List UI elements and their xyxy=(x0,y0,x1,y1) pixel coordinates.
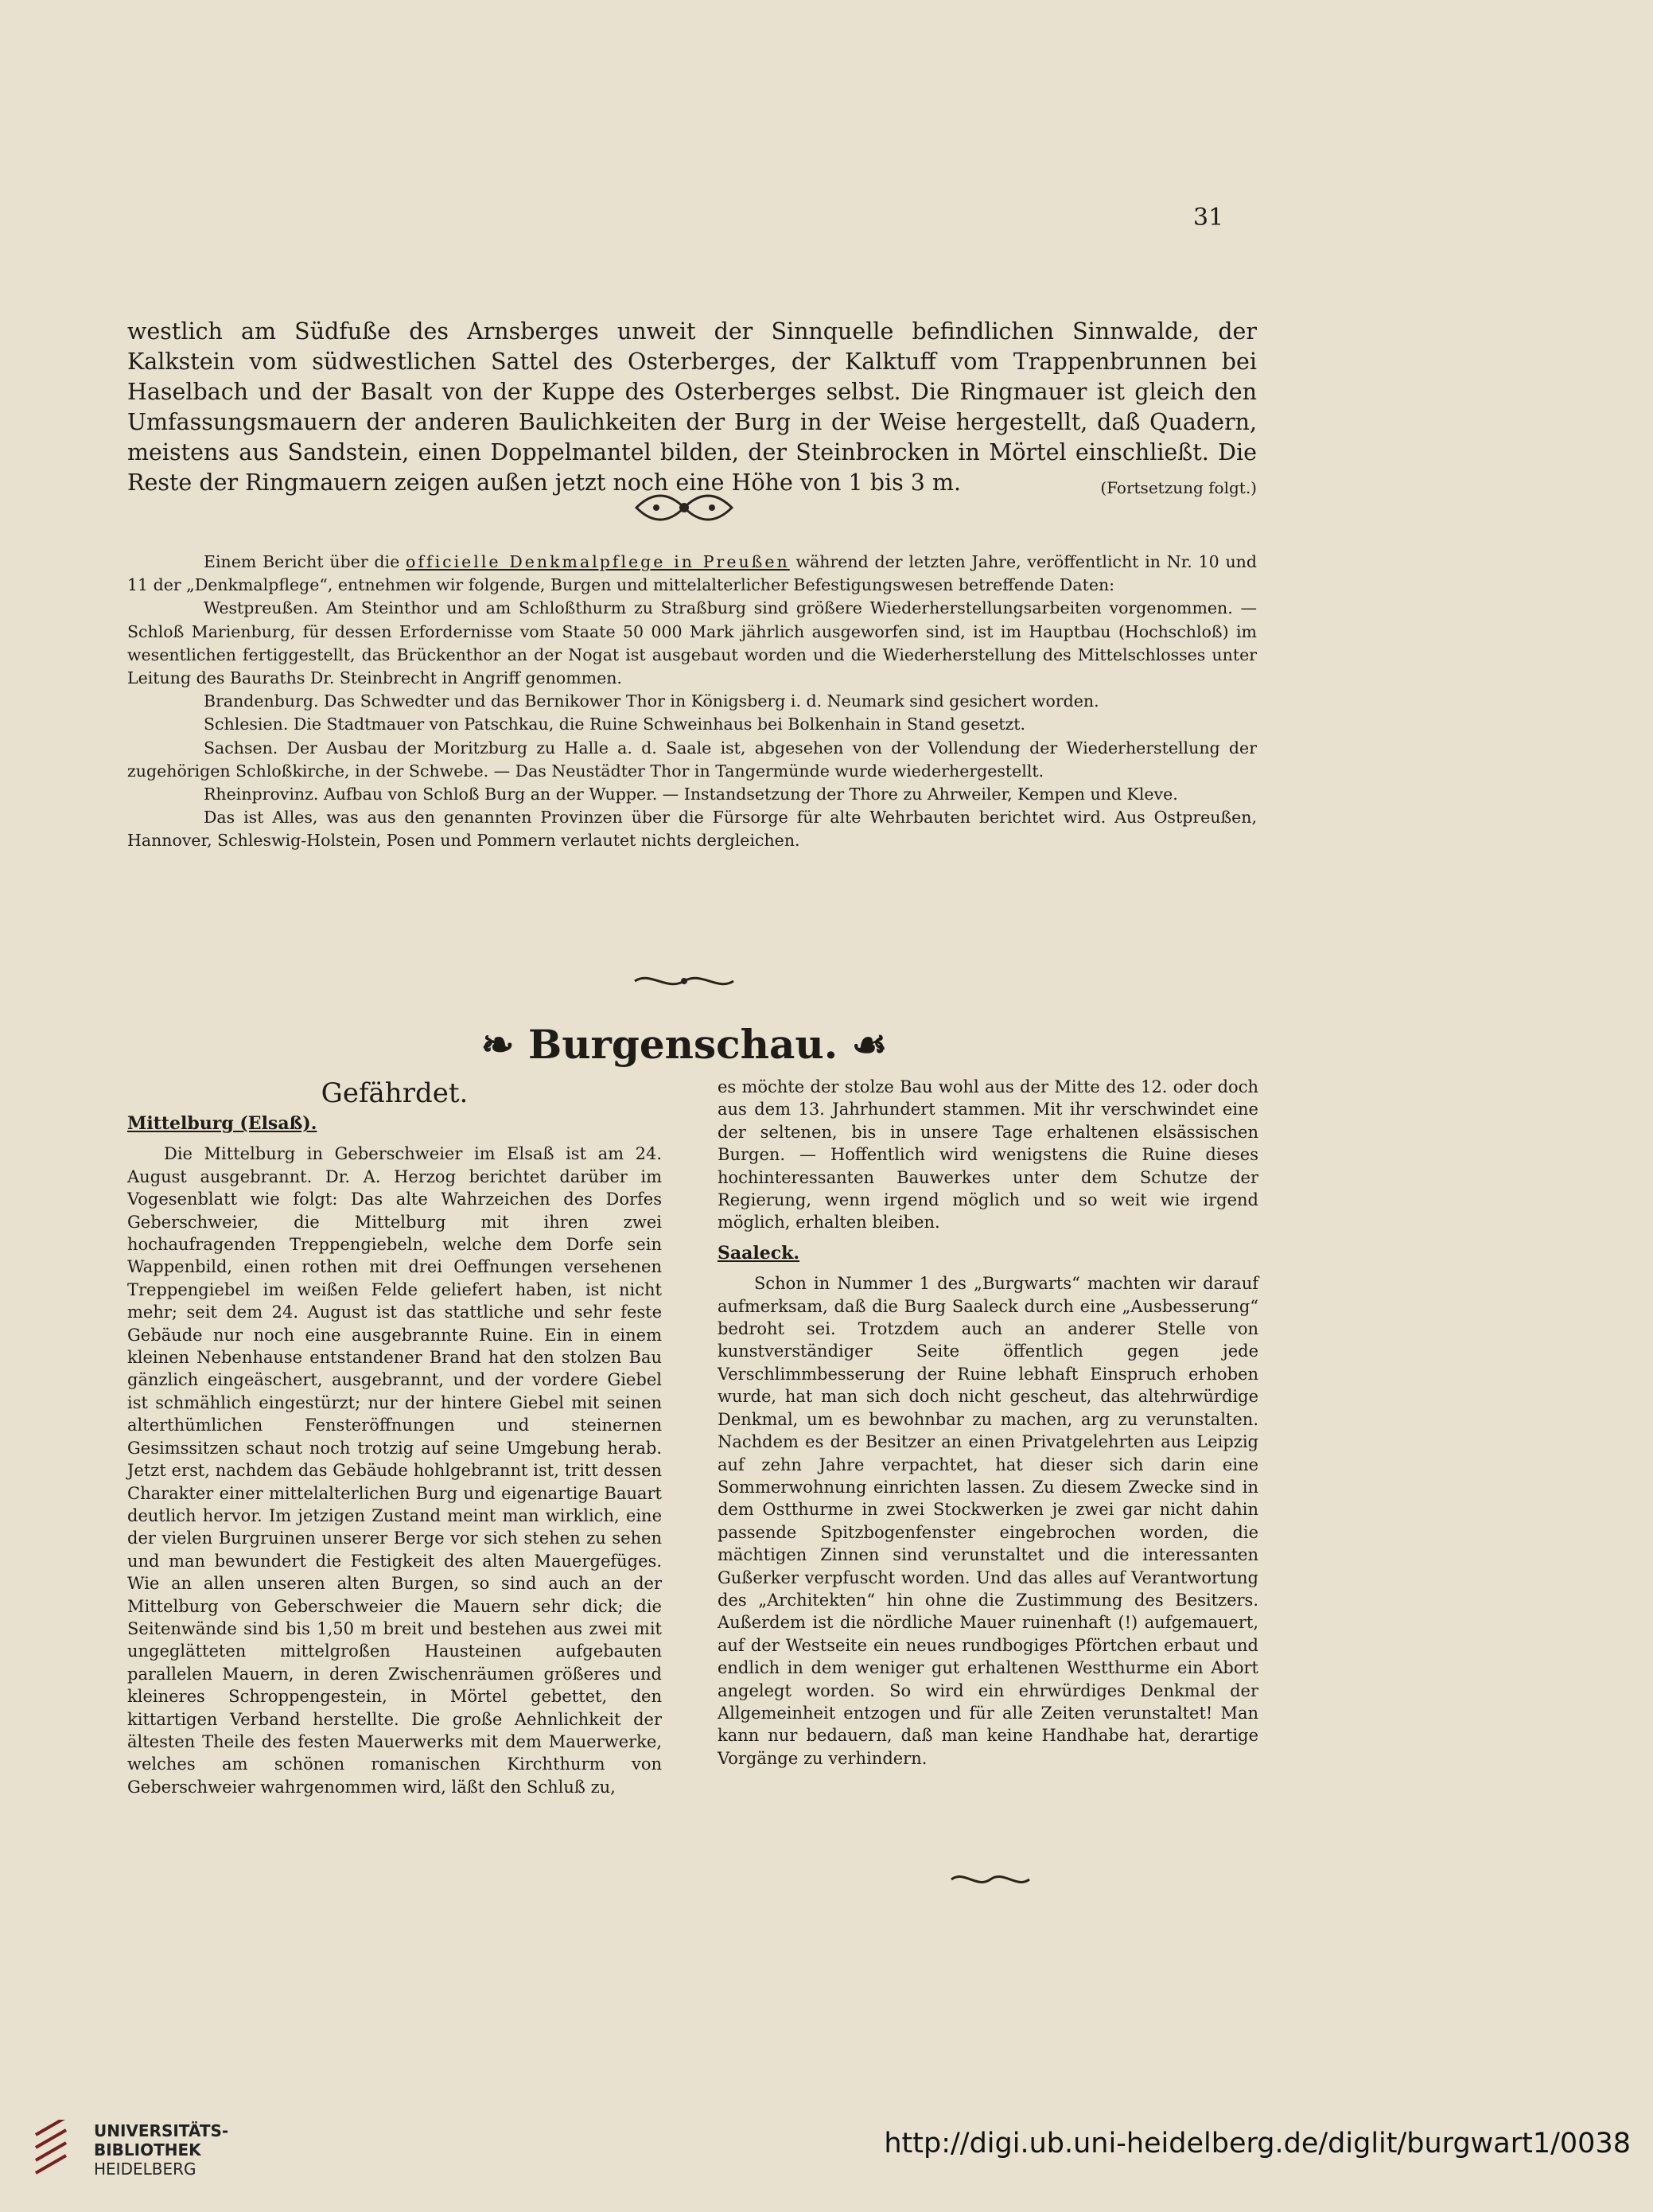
article-subheading: Saaleck. xyxy=(718,1242,800,1264)
ornament-divider-icon xyxy=(628,490,740,525)
library-name-line: HEIDELBERG xyxy=(94,2159,196,2179)
section-headline xyxy=(445,1017,923,1073)
small-ornament-icon xyxy=(628,969,740,993)
left-column xyxy=(127,1076,662,1798)
notice-intro-rest: während der letzten Jahre, veröffentlicht in Nr. 10 und 11 der „Denkmalpflege“, entnehmen wir folgende, Burgen und mittelalterlicher Befestigungswesen betreffende Daten: xyxy=(127,552,1257,595)
library-name-line: BIBLIOTHEK xyxy=(94,2140,201,2159)
library-name xyxy=(94,2121,228,2179)
library-logo-icon xyxy=(32,2120,73,2175)
source-url-link[interactable]: http://digi.ub.uni-heidelberg.de/diglit/burgwart1/0038 xyxy=(884,2128,1631,2159)
right-column xyxy=(718,1076,1258,1770)
denkmalpflege-notice xyxy=(127,551,1257,853)
article-text: Schon in Nummer 1 des „Burgwarts“ machten wir darauf aufmerksam, daß die Burg Saaleck durch eine „Ausbesserung“ bedroht sei. Trotzdem auch an anderer Stelle von kunstverständiger Seite öffentlich gegen jede Verschlimmbesserung der Ruine lebhaft Einspruch erhoben wurde, hat man sich doch nicht gescheut, das altehrwürdige Denkmal, um es bewohnbar zu machen, arg zu verunstalten. Nachdem es der Besitzer an einen Privatgelehrten aus Leipzig auf zehn Jahre verpachtet, hat dieser sich darin eine Sommerwohnung einrichten lassen. Zu diesem Zwecke sind in dem Ostthurme in zwei Stockwerken je zwei gar nicht dahin passende Spitzbogenfenster eingebrochen worden, die mächtigen Zinnen sind verunstaltet und die interessanten Gußerker verpfuscht worden. Und das alles auf Verantwortung des „Architekten“ hin ohne die Zustimmung des Besitzers. Außerdem ist die nördliche Mauer ruinenhaft (!) aufgemauert, auf der Westseite ein neues rundbogiges Pförtchen erbaut und endlich in dem weniger gut erhaltenen Westthurme ein Abort angelegt worden. So wird ein ehrwürdiges Denkmal der Allgemeinheit entzogen und für alle Zeiten verunstaltet! Man kann nur bedauern, daß man keine Handhabe hat, derartige Vorgänge zu verhindern. xyxy=(718,1274,1258,1768)
fleuron-left-icon: ❧ xyxy=(480,1021,528,1068)
library-name-line: UNIVERSITÄTS- xyxy=(94,2121,229,2140)
notice-paragraph: Schlesien. Die Stadtmauer von Patschkau, die Ruine Schweinhaus bei Bolkenhain in Stand gesetzt. xyxy=(204,715,1026,734)
article-subheading: Mittelburg (Elsaß). xyxy=(127,1113,317,1134)
column-heading: Gefährdet. xyxy=(321,1077,469,1109)
notice-intro-underlined: officielle Denkmalpflege in Preußen xyxy=(406,552,790,571)
article-text: es möchte der stolze Bau wohl aus der Mitte des 12. oder doch aus dem 13. Jahrhundert stammen. Mit ihr verschwindet eine der seltenen, bis in unsere Tage erhaltenen elsässischen Burgen. — Hoffentlich wird wenigstens die Ruine dieses hochinteressanten Bauwerkes unter dem Schutze der Regierung, wenn irgend möglich und so weit wie irgend möglich, erhalten bleiben. xyxy=(718,1077,1258,1233)
notice-paragraph: Westpreußen. Am Steinthor und am Schloßthurm zu Straßburg sind größere Wiederherstellungsarbeiten vorgenommen. — Schloß Marienburg, für dessen Erfordernisse vom Staate 50 000 Mark jährlich ausgeworfen sind, ist im Hauptbau (Hochschloß) im wesentlichen fertiggestellt, das Brückenthor an der Nogat ist ausgebaut worden und die Wiederherstellung des Mittelschlosses unter Leitung des Bauraths Dr. Steinbrecht in Angriff genommen. xyxy=(127,598,1257,688)
fleuron-right-icon: ☙ xyxy=(838,1021,888,1068)
end-ornament-icon xyxy=(947,1868,1034,1891)
article-text: Die Mittelburg in Geberschweier im Elsaß ist am 24. August ausgebrannt. Dr. A. Herzog berichtet darüber im Vogesenblatt wie folgt: Das alte Wahrzeichen des Dorfes Geberschweier, die Mittelburg mit ihren zwei hochaufragenden Treppengiebeln, welche dem Dorfe sein Wappenbild, einen rothen mit drei Oeffnungen versehenen Treppengiebel im weißen Felde geliefert haben, ist nicht mehr; seit dem 24. August ist das stattliche und sehr feste Gebäude nur noch eine ausgebrannte Ruine. Ein in einem kleinen Nebenhause entstandener Brand hat den stolzen Bau gänzlich eingeäschert, ausgebrannt, und der vordere Giebel ist schmählich eingestürzt; nur der hintere Giebel mit seinen alterthümlichen Fensteröffnungen und steinernen Gesimssitzen schaut noch trotzig auf seine Umgebung herab. Jetzt erst, nachdem das Gebäude hohlgebrannt ist, tritt dessen Charakter einer mittelalterlichen Burg und eigenartige Bauart deutlich hervor. Im jetzigen Zustand meint man wirklich, eine der vielen Burgruinen unserer Berge vor sich stehen zu sehen und man bewundert die Festigkeit des alten Mauergefüges. Wie an allen unseren alten Burgen, so sind auch an der Mittelburg von Geberschweier die Mauern sehr dick; die Seitenwände sind bis 1,50 m breit und bestehen aus zwei mit ungeglätteten mittelgroßen Hausteinen aufgebauten parallelen Mauern, in deren Zwischenräumen größeres und kleineres Schroppengestein, in Mörtel gebettet, den kittartigen Verband herstellte. Die große Aehnlichkeit der ältesten Theile des festen Mauerwerks mit dem Mauerwerke, welches am schönen romanischen Kirchthurm von Geberschweier wahrgenommen wird, läßt den Schluß zu, xyxy=(127,1144,662,1797)
notice-paragraph: Rheinprovinz. Aufbau von Schloß Burg an der Wupper. — Instandsetzung der Thore zu Ahrweiler, Kempen und Kleve. xyxy=(204,785,1178,804)
page-number: 31 xyxy=(1193,204,1224,232)
notice-paragraph: Sachsen. Der Ausbau der Moritzburg zu Halle a. d. Saale ist, abgesehen von der Vollendung der Wiederherstellung der zugehörigen Schloßkirche, in der Schwebe. — Das Neustädter Thor in Tangermünde wurde wiederhergestellt. xyxy=(127,738,1257,781)
lead-paragraph-text: westlich am Südfuße des Arnsberges unweit der Sinnquelle befindlichen Sinnwalde, der Kalkstein vom südwestlichen Sattel des Osterberges, der Kalktuff vom Trappenbrunnen bei Haselbach und der Basalt von der Kuppe des Osterberges selbst. Die Ringmauer ist gleich den Umfassungsmauern der anderen Baulichkeiten der Burg in der Weise hergestellt, daß Quadern, meistens aus Sandstein, einen Doppelmantel bilden, der Steinbrocken in Mörtel einschließt. Die Reste der Ringmauern zeigen außen jetzt noch eine Höhe von 1 bis 3 m. xyxy=(127,318,1257,496)
notice-paragraph: Brandenburg. Das Schwedter und das Bernikower Thor in Königsberg i. d. Neumark sind gesichert worden. xyxy=(204,691,1099,711)
notice-intro: Einem Bericht über die xyxy=(204,552,406,571)
notice-paragraph: Das ist Alles, was aus den genannten Provinzen über die Fürsorge für alte Wehrbauten berichtet wird. Aus Ostpreußen, Hannover, Schleswig-Holstein, Posen und Pommern verlautet nichts dergleichen. xyxy=(127,808,1257,851)
lead-paragraph xyxy=(127,317,1257,503)
headline-text: Burgenschau. xyxy=(527,1021,838,1068)
continuation-note: (Fortsetzung folgt.) xyxy=(1100,478,1257,497)
